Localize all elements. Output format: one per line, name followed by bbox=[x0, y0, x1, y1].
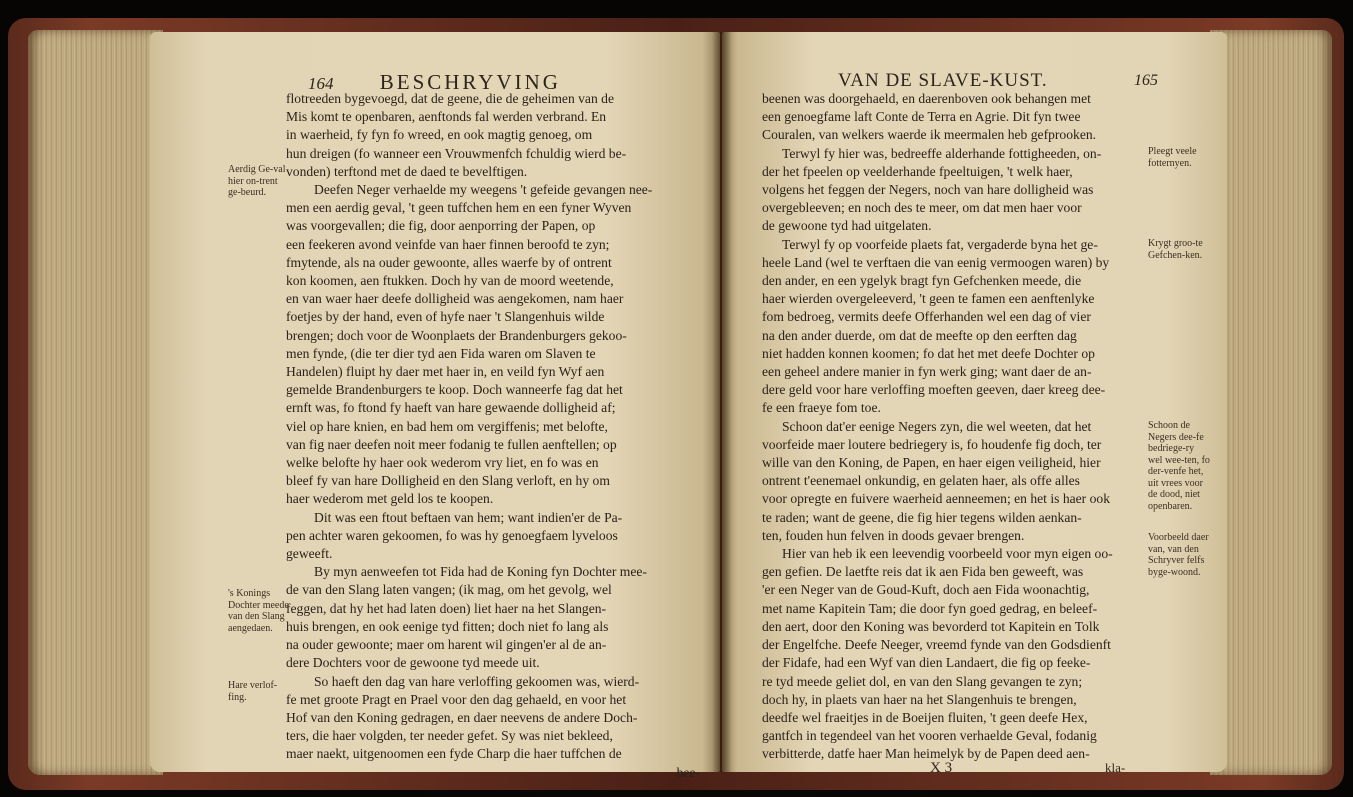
text-line: wille van den Koning, de Papen, en haer eigen veiligheid, hier bbox=[762, 455, 1101, 471]
text-line: overgebleeven; en noch des te meer, om dat men haer voor bbox=[762, 200, 1082, 216]
text-line: dere Dochters voor de gewoone tyd meede uit. bbox=[286, 655, 540, 671]
text-line: fe met groote Pragt en Prael voor den dag gehaeld, en voor het bbox=[286, 691, 627, 707]
text-line: vonden) terftond met de daed te bevelftigen. bbox=[286, 163, 528, 179]
text-line: een feekeren avond veinfde van haer finnen beroofd te zyn; bbox=[286, 236, 610, 252]
text-line: dere geld voor hare verloffing moeften geeven, daer kreeg dee- bbox=[762, 382, 1106, 398]
text-line: na den ander duerde, om dat de meefte op den eerften dag bbox=[762, 327, 1077, 343]
text-line: maer naekt, uitgenoomen een fyde Charp die haer tuffchen de bbox=[286, 746, 622, 762]
text-line: en van waer haer deefe dolligheid was aengekomen, nam haer bbox=[286, 291, 624, 307]
text-line: ten, fouden hun felven in doods gevaer brengen. bbox=[762, 527, 1025, 543]
text-line: der Engelfche. Deefe Neeger, vreemd fynde van den Godsdienft bbox=[762, 637, 1111, 653]
text-line: bleef fy van hare Dolligheid en den Slang verloft, en hy om bbox=[286, 473, 610, 489]
text-line: welke belofte hy haer ook wederom vry liet, en fo was en bbox=[286, 455, 599, 471]
text-line: niet hadden konnen koomen; fo dat het met deefe Dochter op bbox=[762, 345, 1095, 361]
text-line: ters, die haer volgden, ter needer gefet. Sy was niet bekleed, bbox=[286, 728, 613, 744]
text-line: voor opregte en fuivere waerheid aenneemen; en het is haer ook bbox=[762, 491, 1110, 507]
text-line: men fynde, (die ter dier tyd aen Fida waren om Slaven te bbox=[286, 345, 596, 361]
text-line: volgens het feggen der Negers, noch van hare dolligheid was bbox=[762, 182, 1094, 198]
text-line: Deefen Neger verhaelde my weegens 't gefeide gevangen nee- bbox=[314, 182, 653, 198]
text-line: kon koomen, aen ftukken. Doch hy van de moord weetende, bbox=[286, 273, 614, 289]
margin-note: Voorbeeld daer van, van den Schryver felfs byge-woond. bbox=[1148, 532, 1209, 578]
text-line: de gewoone tyd had uitgelaten. bbox=[762, 218, 932, 234]
text-line: voorfeide maer loutere bedriegery is, fo houdenfe fig doch, ter bbox=[762, 436, 1102, 452]
left-head-title: BESCHRYVING bbox=[379, 70, 561, 94]
text-line: deedfe wel fraeitjes in de Boeijen fluiten, 't geen deefe Hex, bbox=[762, 709, 1088, 725]
text-line: geweeft. bbox=[286, 546, 333, 562]
text-line: fe een fraeye fom toe. bbox=[762, 400, 881, 416]
left-page-number: 164 bbox=[308, 74, 334, 93]
text-line: flotreeden bygevoegd, dat de geene, die de geheimen van de bbox=[286, 91, 614, 106]
text-line: hun dreigen (fo wanneer een Vrouwmenfch fchuldig wierd be- bbox=[286, 145, 627, 161]
text-line: feggen, dat hy het had laten doen) liet haer na het Slangen- bbox=[286, 600, 607, 616]
margin-note: Pleegt veele fotternyen. bbox=[1148, 146, 1197, 169]
text-line: By myn aenweefen tot Fida had de Koning fyn Dochter mee- bbox=[314, 564, 647, 580]
right-head-title: VAN DE SLAVE-KUST. bbox=[838, 70, 1048, 91]
text-line: pen achter waren gekoomen, fo was hy genoegfaem lyveloos bbox=[286, 527, 618, 543]
right-body bbox=[762, 90, 1140, 764]
text-line: doch hy, in plaets van haer na het Slangenhuis te brengen, bbox=[762, 691, 1077, 707]
text-line: haer wederom met geld los te koopen. bbox=[286, 491, 494, 507]
catchword: kla- bbox=[1105, 760, 1126, 775]
right-page-number: 165 bbox=[1134, 72, 1158, 89]
text-line: ontrent t'eenemael onkundig, en gelaten haer, als offe alles bbox=[762, 473, 1080, 489]
text-line: beenen was doorgehaeld, en daerenboven ook behangen met bbox=[762, 91, 1091, 106]
text-line: verbitterde, datfe haer Man heimelyk by de Papen deed aen- bbox=[762, 746, 1090, 762]
text-line: viel op hare knien, en bad hem om vergiffenis; met belofte, bbox=[286, 418, 608, 434]
catchword: bee- bbox=[676, 764, 700, 780]
text-line: gantfch in tegendeel van het vooren verhaelde Geval, fodanig bbox=[762, 728, 1097, 744]
text-line: den ander, en een ygelyk bragt fyn Gefchenken meede, die bbox=[762, 273, 1082, 289]
text-line: den aert, door den Koning was bevorderd tot Kapitein en Tolk bbox=[762, 618, 1100, 634]
text-line: Terwyl fy hier was, bedreeffe alderhande fottigheeden, on- bbox=[782, 145, 1102, 161]
text-line: was voorgevallen; die fig, door aenporring der Papen, op bbox=[286, 218, 596, 234]
text-line: der het fpeelen op veelderhande fpeeltuigen, 't welk haer, bbox=[762, 163, 1073, 179]
margin-note: Krygt groo-te Gefchen-ken. bbox=[1148, 238, 1203, 261]
text-line: Dit was een ftout beftaen van hem; want indien'er de Pa- bbox=[314, 509, 623, 525]
margin-note: Aerdig Ge-val hier on-trent ge-beurd. bbox=[228, 164, 286, 198]
text-line: Mis komt te openbaren, aenftonds fal werden verbrand. En bbox=[286, 109, 607, 125]
text-line: gemelde Brandenburgers te koop. Doch wanneerfe fag dat het bbox=[286, 382, 623, 398]
text-line: Schoon dat'er eenige Negers zyn, die wel weeten, dat het bbox=[782, 418, 1092, 434]
margin-note: 's Konings Dochter meede van den Slang aengedaen. bbox=[228, 588, 289, 634]
text-line: So haeft den dag van hare verloffing gekoomen was, wierd- bbox=[314, 673, 640, 689]
margin-note: Schoon de Negers dee-fe bedriege-ry wel wee-ten, fo der-venfe het, uit vrees voor de dood, niet openbaren. bbox=[1148, 420, 1210, 512]
text-line: met name Kapitein Tam; die door fyn goed gedrag, en beleef- bbox=[762, 600, 1098, 616]
text-line: der Fidafe, had een Wyf van dien Landaert, die fig op feeke- bbox=[762, 655, 1091, 671]
signature-mark: X 3 bbox=[930, 760, 953, 776]
text-line: Hier van heb ik een leevendig voorbeeld voor myn eigen oo- bbox=[782, 546, 1113, 562]
text-line: Couralen, van welkers waerde ik meermalen heb gefprooken. bbox=[762, 127, 1097, 143]
text-line: van fig naer deefen noit meer fodanig te fullen aenftellen; op bbox=[286, 436, 617, 452]
text-line: ernft was, fo ftond fy haeft van hare gewaende dolligheid af; bbox=[286, 400, 616, 416]
text-line: de van den Slang laten vangen; (ik mag, om het gevolg, wel bbox=[286, 582, 612, 598]
text-line: een geheel andere manier in fyn werk ging; want daer de an- bbox=[762, 364, 1092, 380]
text-line: Terwyl fy op voorfeide plaets fat, vergaderde byna het ge- bbox=[782, 236, 1098, 252]
text-line: fom bedroeg, vermits deefe Offerhanden wel een dag of vier bbox=[762, 309, 1091, 325]
text-line: re tyd meede geliet dol, en van den Slang gevangen te zyn; bbox=[762, 673, 1083, 689]
text-line: gen gefien. De laetfte reis dat ik aen Fida ben geweeft, was bbox=[762, 564, 1084, 580]
margin-note: Hare verlof-fing. bbox=[228, 680, 278, 703]
text-line: haer wierden overgeleeverd, 't geen te famen een aenftenlyke bbox=[762, 291, 1095, 307]
text-line: een genoegfame laft Conte de Terra en Agrie. Dit fyn twee bbox=[762, 109, 1081, 125]
right-running-head bbox=[838, 70, 1158, 92]
text-line: Hof van den Koning gedragen, en daer neevens de andere Doch- bbox=[286, 709, 638, 725]
text-line: foetjes by der hand, even of hyfe naer 't Slangenhuis wilde bbox=[286, 309, 605, 325]
text-line: heele Land (wel te verftaen die van eenig vermoogen waren) by bbox=[762, 254, 1110, 270]
text-line: men een aerdig geval, 't geen tuffchen hem en een fyner Wyven bbox=[286, 200, 632, 216]
text-line: 'er een Neger van de Goud-Kuft, doch aen Fida woonachtig, bbox=[762, 582, 1090, 598]
text-line: Handelen) fluipt hy daer met haer in, en veild fyn Wyf aen bbox=[286, 364, 605, 380]
text-line: fmytende, als na ouder gewoonte, alles waerfe by of ontrent bbox=[286, 254, 612, 270]
text-line: te raden; want de geene, die fig hier tegens wilden aenkan- bbox=[762, 509, 1082, 525]
text-line: in waerheid, fy fyn fo wreed, en ook magtig genoeg, om bbox=[286, 127, 593, 143]
text-line: brengen; doch voor de Woonplaets der Brandenburgers gekoo- bbox=[286, 327, 627, 343]
text-line: huis brengen, en ook eenige tyd fitten; doch niet fo lang als bbox=[286, 618, 609, 634]
text-line: na ouder gewoonte; maer om harent wil gingen'er al de an- bbox=[286, 637, 607, 653]
